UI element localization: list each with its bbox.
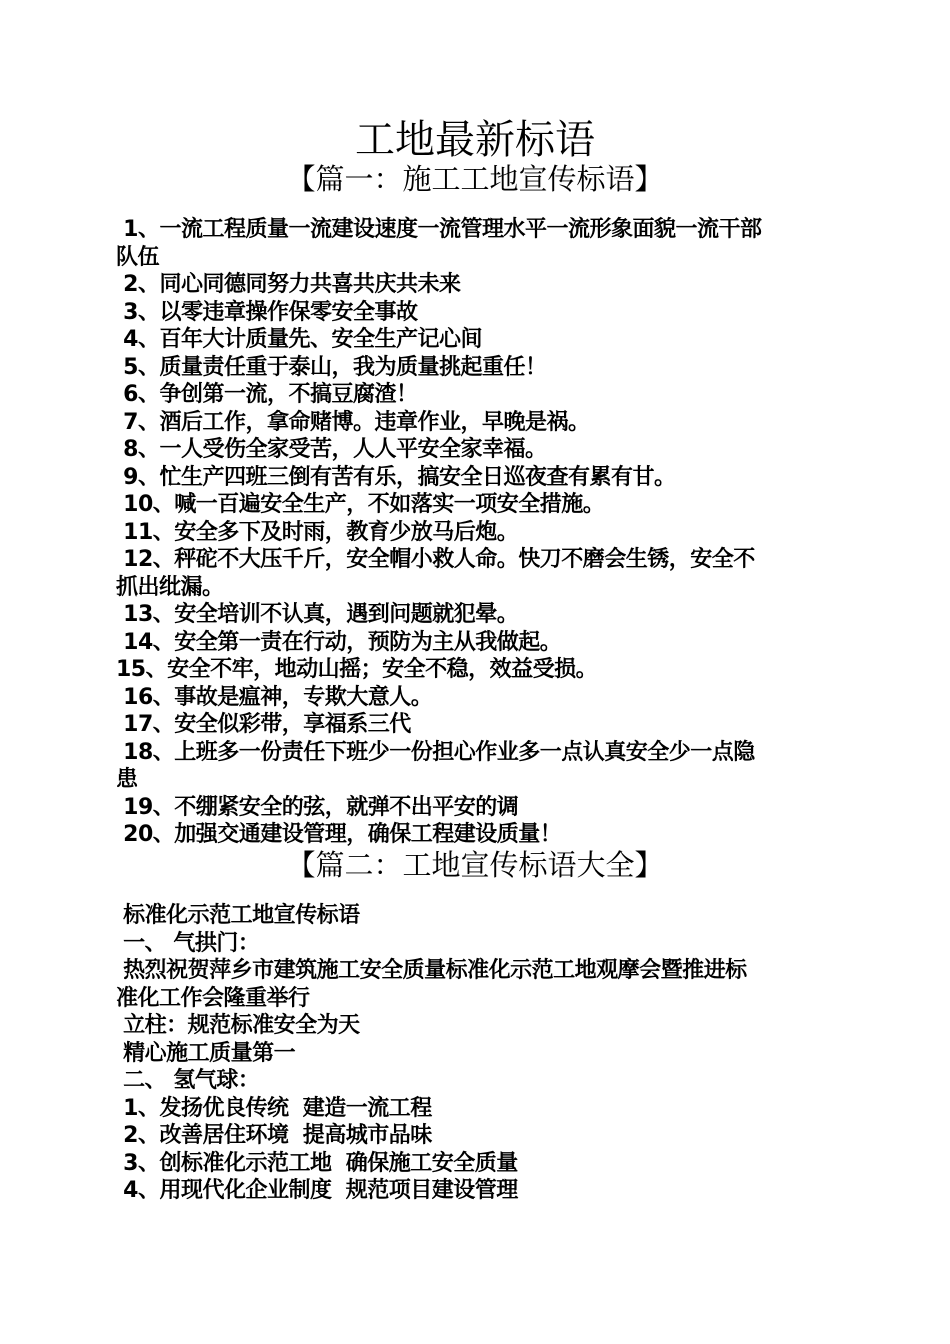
text-line: 准化工作会隆重举行 [116,985,310,1011]
text-line: 患 [116,767,138,792]
text-line: 3、以零违章操作保零安全事故 [116,299,418,325]
text-line: 4、百年大计质量先、安全生产记心间 [116,327,482,352]
text-line: 17、安全似彩带，享福系三代 [116,712,411,737]
text-line: 精心施工质量第一 [116,1040,296,1066]
text-line: 5、质量责任重于泰山，我为质量挑起重任！ [116,354,547,380]
text-line: 队伍 [116,244,160,270]
section2-heading: 【篇二：工地宣传标语大全】 [286,848,664,882]
text-line: 10、喊一百遍安全生产，不如落实一项安全措施。 [116,492,605,517]
text-line: 18、上班多一份责任下班少一份担心作业多一点认真安全少一点隐 [116,739,755,765]
text-line: 16、事故是瘟神，专欺大意人。 [116,684,433,710]
text-line: 14、安全第一责在行动，预防为主从我做起。 [116,629,562,655]
section1-body [116,216,836,849]
text-line: 13、安全培训不认真，遇到问题就犯晕。 [116,602,519,627]
text-line: 二、 氢气球： [116,1068,260,1093]
section1-heading: 【篇一：施工工地宣传标语】 [286,162,664,196]
document-title: 工地最新标语 [355,117,595,163]
text-line: 2、同心同德同努力共喜共庆共未来 [116,272,461,297]
section2-body [116,902,836,1205]
text-line: 8、一人受伤全家受苦，人人平安全家幸福。 [116,437,547,462]
text-line: 11、安全多下及时雨，教育少放马后炮。 [116,519,519,545]
text-line: 1、一流工程质量一流建设速度一流管理水平一流形象面貌一流干部 [116,217,762,242]
text-line: 标准化示范工地宣传标语 [116,903,360,928]
text-line: 12、秤砣不大压千斤，安全帽小救人命。快刀不磨会生锈，安全不 [116,547,755,572]
text-line: 7、酒后工作，拿命赌博。违章作业，早晚是祸。 [116,409,590,435]
text-line: 热烈祝贺萍乡市建筑施工安全质量标准化示范工地观摩会暨推进标 [116,958,747,983]
text-line: 9、忙生产四班三倒有苦有乐，搞安全日巡夜查有累有甘。 [116,464,676,490]
text-line: 15、安全不牢，地动山摇；安全不稳，效益受损。 [116,657,598,682]
text-line: 3、创标准化示范工地 确保施工安全质量 [116,1150,518,1176]
text-line: 立柱：规范标准安全为天 [116,1013,360,1038]
text-line: 抓出纰漏。 [116,574,224,600]
text-line: 1、发扬优良传统 建造一流工程 [116,1095,432,1121]
text-line: 20、加强交通建设管理，确保工程建设质量！ [116,822,562,847]
text-line: 2、改善居住环境 提高城市品味 [116,1123,432,1148]
text-line: 6、争创第一流，不搞豆腐渣！ [116,382,418,407]
text-line: 一、 气拱门： [116,930,260,956]
text-line: 4、用现代化企业制度 规范项目建设管理 [116,1178,518,1203]
text-line: 19、不绷紧安全的弦，就弹不出平安的调 [116,794,519,820]
